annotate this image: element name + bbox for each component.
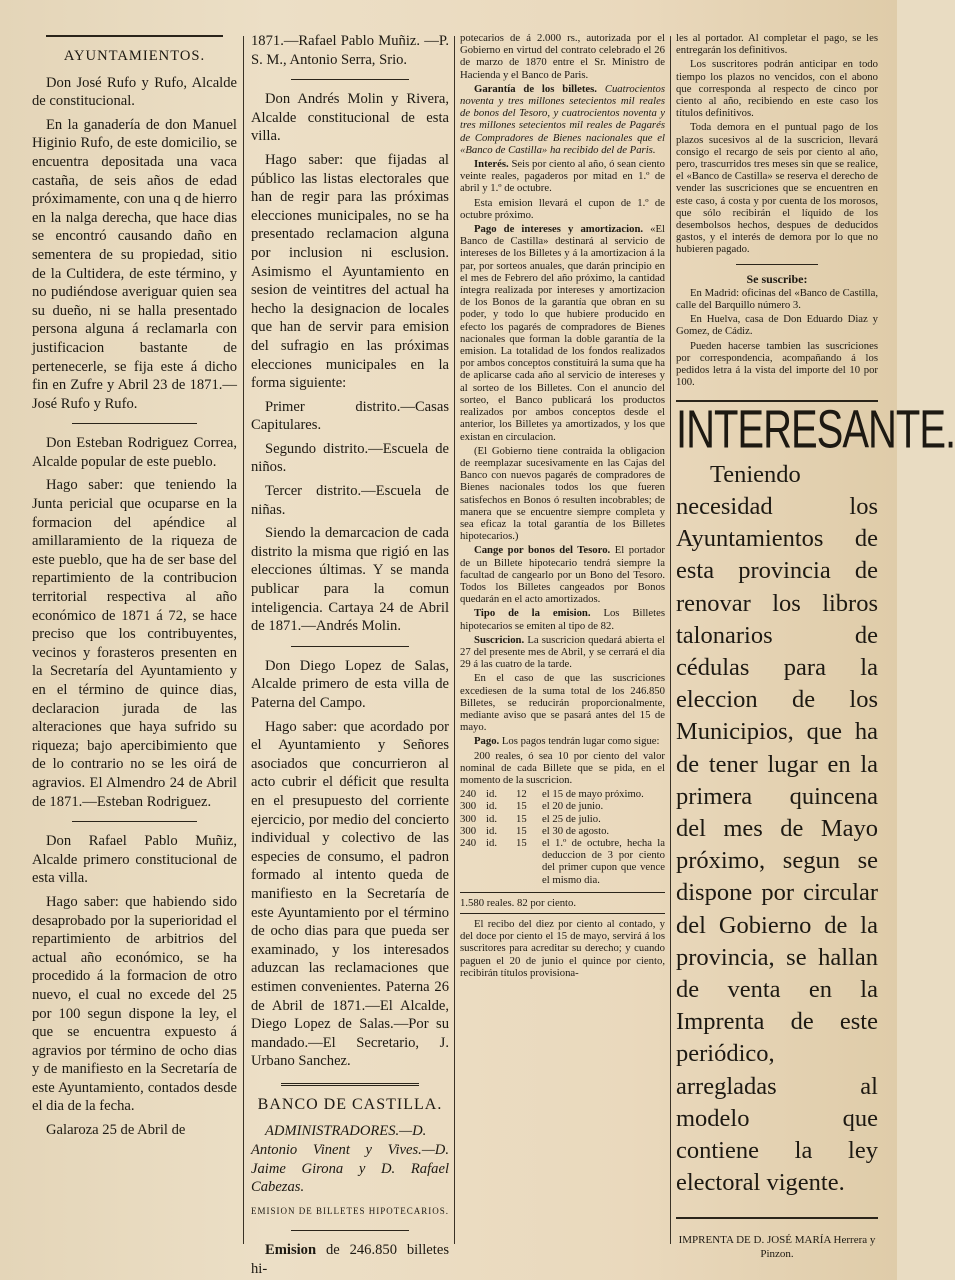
payment-amount: 300: [460, 800, 477, 813]
gobierno-note: (El Gobierno tiene contraida la obligacion de reemplazar sucesivamente en las Cajas del Banco con nuevos pagarés de compradores de Bienes nacionales todos los que fueren satisfechos en Bonos ó resulten incobrables; de manera que se encuentre siempre completa y sea eficaz la total garantía de los Billetes hipotecarios.): [460, 444, 665, 543]
notice-title: Don José Rufo y Rufo, Alcalde de constitucional.: [32, 74, 237, 110]
payment-amount: 240: [460, 837, 477, 849]
payment-id: id.: [486, 837, 497, 849]
notice-body: Siendo la demarcacion de cada distrito la misma que rigió en las elecciones últimas. Y se manda publicar para la comun inteligencia. Cartaya 24 de Abril de 1871.—Andrés Molin.: [251, 525, 449, 635]
emision-caps: EMISION DE BILLETES HIPOTECARIOS.: [251, 1205, 449, 1216]
interes-text: Seis por ciento al año, ó sean ciento veinte reales, pagaderos por mitad en 1.º de abril y 1.º de octubre.: [460, 158, 665, 195]
bank-title: BANCO DE CASTILLA.: [257, 1095, 443, 1113]
col4-p2: Los suscritores podrán anticipar en todo tiempo los plazos no vencidos, con el abono que corresponda al respecto de cinco por ciento al año, recibiendo en este caso los títulos definitivos.: [676, 58, 878, 120]
cange-text: El portador de un Billete hipotecario tendrá siempre la facultad de cangearlo por un Bono del Tesoro. Todos los Billetes cangeados por Bonos quedarán en el acto amortizados.: [460, 544, 665, 606]
suscricion-label: Suscricion.: [474, 633, 525, 646]
notice-date: Galaroza 25 de Abril de: [46, 1122, 186, 1139]
separator-rule: [291, 79, 409, 80]
administradores: ADMINISTRADORES.—D. Antonio Vinent y Vives.—D. Jaime Girona y D. Rafael Cabezas.: [251, 1123, 449, 1196]
payment-amount: 300: [460, 824, 477, 837]
pay-first: 200 reales, ó sea 10 por ciento del valor nominal de cada Billete que se pida, en el momento de la suscricion.: [460, 749, 665, 786]
payment-pct: 15: [516, 824, 527, 837]
notice-body: Hago saber: que fijadas al público las listas electorales que han de regir para las próximas elecciones municipales, no se ha presentado reclamacion alguna por inclusion ni esclusion. Asimismo el Ayuntamiento en sesion de veintitres del actual ha hecho la designacion de locales que han de servir para emision del sufragio en las próximas elecciones municipales en la forma siguiente:: [251, 151, 449, 392]
suscribe-heading: Se suscribe:: [746, 271, 808, 286]
payment-date: el 1.º de octubre, hecha la deduccion de 3 por ciento del primer cupon que vence el mismo dia.: [542, 837, 665, 886]
column-1: [32, 32, 237, 1247]
separator-rule: [676, 1217, 878, 1219]
column-4: [676, 32, 955, 1261]
suscricion-p2: En el caso de que las suscriciones excediesen de la suma total de los 246.850 Billetes, se reducirán proporcionalmente, mediante aviso que se pasará antes del 15 de mayo.: [460, 672, 665, 734]
payment-row: [460, 825, 665, 837]
emision-continued: potecarios de á 2.000 rs., autorizada por el Gobierno en virtud del contrato celebrado el 26 de marzo de 1870 entre el Sr. Ministro de Hacienda y el Banco de Paris.: [460, 32, 665, 81]
interes-p2: Esta emision llevará el cupon de 1.º de octubre próximo.: [460, 196, 665, 221]
suscricion-text: La suscricion quedará abierta el 27 del presente mes de Abril, y se cerrará el dia 29 á las cuatro de la tarde.: [460, 633, 666, 671]
notice-title: Don Andrés Molin y Rivera, Alcalde constitucional de esta villa.: [251, 91, 449, 145]
emision-label: Emision: [265, 1242, 317, 1259]
column-divider: [670, 36, 671, 1244]
top-rule: [46, 35, 223, 37]
payment-table: [460, 788, 665, 886]
notice-title: Don Diego Lopez de Salas, Alcalde primero de esta villa de Paterna del Campo.: [251, 657, 449, 711]
column-2: [251, 32, 449, 1278]
column-divider: [243, 36, 244, 1244]
notice-body: Hago saber: que acordado por el Ayuntamiento y Señores asociados que concurrieron al acto cubrir el déficit que resulta en el presupuesto del corriente ejercicio, por medio del concierto individual y colectivo de las especies de consumo, el padron formado al intento queda de manifiesto en la Secretaría de este Ayuntamiento por el término de ocho dias para que pueda ser examinado, y los interesados aduzcan las reclamaciones que estimen convenientes. Paterna 26 de Abril de 1871.—El Alcalde, Diego Lopez de Salas.—Por su mandado.—El Secretario, J. Urbano Sanchez.: [251, 718, 449, 1070]
garantia-text: Cuatrocientos noventa y tres millones setecientos mil reales de bonos del Tesoro, y cuatrocientos noventa y tres millones setecientos mil reales de Pagarés de Compradores de Bienes nacionales que el «Banco de Castilla» ha recibido del de Paris.: [460, 82, 665, 156]
payment-id: id.: [486, 824, 497, 837]
tipo-text: Los Billetes hipotecarios se emiten al tipo de 82.: [460, 607, 666, 632]
interesante-body: Teniendo necesidad los Ayuntamientos de esta provincia de renovar los libros talonarios de cédulas para la eleccion de los Municipios, que ha de tener lugar en la primera quincena del mes de Mayo próximo, segun se dispone por circular del Gobierno de la provincia, se hallan de venta en la Imprenta de este periódico, arregladas al modelo que contiene la ley electoral vigente.: [676, 460, 878, 1197]
col4-p3: Toda demora en el puntual pago de los plazos sucesivos al de la suscricion, llevará consigo el recargo de seis por ciento al año, pero, trascurridos tres meses sin que se realice, el «Banco de Castilla» se reserva el derecho de vender las suscriciones que se encuentren en este caso, á costa y por cuenta de los morosos, que sólo recibirán el líquido de los desembolsos hechos, despues de deducidos gastos, y el interés de demora por lo que no hubieren pagado.: [676, 121, 878, 256]
payment-pct: 15: [516, 837, 527, 849]
tipo-label: Tipo de la emision.: [474, 607, 591, 620]
pago2-text: Los pagos tendrán lugar como sigue:: [501, 735, 660, 748]
district-2: Segundo distrito.—Escuela de niños.: [251, 440, 449, 476]
payment-date: el 15 de mayo próximo.: [542, 788, 644, 801]
separator-rule: [291, 646, 409, 647]
payment-date: el 20 de junio.: [542, 800, 604, 813]
payment-pct: 15: [516, 800, 527, 813]
interes-label: Interés.: [474, 158, 509, 171]
column-3: [460, 32, 665, 1247]
column-divider: [454, 36, 455, 1244]
separator-rule: [736, 264, 818, 265]
recibo-text: El recibo del diez por ciento al contado, y del doce por ciento el 15 de mayo, servirá á los suscritores para acreditar su derecho; y cuando paguen el 20 de junio el quince por ciento, recibirán títulos provisiona-: [460, 918, 665, 979]
payment-pct: 15: [516, 812, 527, 825]
payment-id: id.: [486, 788, 497, 801]
payment-row: [460, 837, 665, 886]
payment-id: id.: [486, 812, 497, 825]
separator-rule: [281, 1083, 419, 1086]
suscribe-huelva: En Huelva, casa de Don Eduardo Diaz y Gomez, de Cádiz.: [676, 313, 878, 338]
payment-row: [460, 813, 665, 825]
notice-title: Don Esteban Rodriguez Correa, Alcalde popular de este pueblo.: [32, 435, 237, 470]
pago2-label: Pago.: [474, 735, 500, 748]
section-heading-ayuntamientos: AYUNTAMIENTOS.: [63, 48, 206, 64]
separator-rule: [72, 821, 197, 822]
payment-amount: 240: [460, 788, 477, 801]
payment-row: [460, 788, 665, 800]
district-3: Tercer distrito.—Escuela de niñas.: [251, 483, 449, 518]
separator-rule: [291, 1230, 409, 1231]
cange-label: Cange por bonos del Tesoro.: [474, 544, 611, 557]
separator-rule: [460, 913, 665, 914]
interesante-title: INTERESANTE.: [676, 400, 955, 461]
district-1: Primer distrito.—Casas Capitulares.: [251, 398, 449, 434]
payment-total: 1.580 reales. 82 por ciento.: [460, 896, 577, 909]
separator-rule: [72, 423, 197, 424]
payment-amount: 300: [460, 812, 477, 825]
separator-rule: [460, 892, 665, 893]
notice-body: En la ganadería de don Manuel Higinio Rufo, de este domicilio, se encuentra depositada una vaca castaña, de seis años de edad próximamente, con una q de hierro en la nalga derecha, que hace dias se encontró causando daño en sementera de su propiedad, sitio de la Cultidera, de este término, y no pudiéndose averiguar quien sea su dueño, ni se halla presentado persona alguna á reclamarla con justificacion bastante de pertenecerle, se fija este á dicho fin en Zufre y Abril 23 de 1871.—José Rufo y Rufo.: [32, 116, 237, 412]
payment-row: [460, 800, 665, 812]
notice-signature: 1871.—Rafael Pablo Muñiz. —P. S. M., Antonio Serra, Srio.: [251, 33, 449, 68]
pago-label: Pago de intereses y amortizacion.: [474, 223, 644, 236]
notice-body: Hago saber: que habiendo sido desaprobado por la superioridad el repartimiento de arbitrios del actual año económico, se ha procedido á la formacion de otro nuevo, el cual no excede del 25 por 100 segun dispone la ley, el que se encuentra expuesto á agravios por término de ocho dias y de manifiesto en la Secretaría de este Ayuntamiento, contados desde el dia de la fecha.: [32, 893, 237, 1115]
suscribe-correspondencia: Pueden hacerse tambien las suscriciones por correspondencia, acompañando á los pedidos letra á la vista del importe del 10 por 100.: [676, 339, 878, 389]
payment-id: id.: [486, 800, 497, 813]
payment-date: el 25 de julio.: [542, 812, 601, 825]
payment-date: el 30 de agosto.: [542, 824, 610, 837]
garantia-label: Garantía de los billetes.: [474, 82, 597, 95]
notice-body: Hago saber: que teniendo la Junta pericial que ocuparse en la formacion del apéndice al amillaramiento de la riqueza de este pueblo, que ha de ser base del repartimiento de la contribucion territorial respectiva al año económico de 1871 á 72, se hace preciso que los contribuyentes, vecinos y forasteros presenten en la Secretaría del Ayuntamiento y en el término de quince dias, declaracion jurada de las alteraciones que haya sufrido su riqueza; bajo apercibimiento que de lo contrario no se les oirá de agravios. El Almendro 24 de Abril de 1871.—Esteban Rodriguez.: [32, 477, 237, 810]
col4-p1: les al portador. Al completar el pago, se les entregarán los definitivos.: [676, 32, 878, 57]
notice-title: Don Rafael Pablo Muñiz, Alcalde primero constitucional de esta villa.: [32, 833, 237, 887]
suscribe-madrid: En Madrid: oficinas del «Banco de Castilla, calle del Barquillo número 3.: [676, 286, 878, 312]
imprenta-footer: IMPRENTA DE D. JOSÉ MARÍA Herrera y Pinzon.: [678, 1234, 876, 1261]
payment-pct: 12: [516, 788, 527, 801]
pago-text: «El Banco de Castilla» destinará al servicio de intereses de los Billetes y á la amortizacion á la par, por sorteos anuales, que darán principio en el mes de Febrero del año próximo, la cantidad íntegra realizada por intereses y amortizacion de los Bonos de la garantía que obran en su poder, y todo lo que hubiere producido en efecto los pagarés de compradores de Bienes nacionales que forman la doble garantía de la emision. La totalidad de los fondos realizados por ambos conceptos constituirá la suma que ha de aplicarse cada año al servicio de intereses y al sorteo de los Billetes. Con el anuncio del sorteo, el Banco publicará los productos realizados por ambos conceptos desde el anterior, los Billetes ya amortizados, y los que existan en circulacion.: [460, 223, 665, 443]
emision-text: de 246.850 billetes hi-: [251, 1242, 449, 1278]
